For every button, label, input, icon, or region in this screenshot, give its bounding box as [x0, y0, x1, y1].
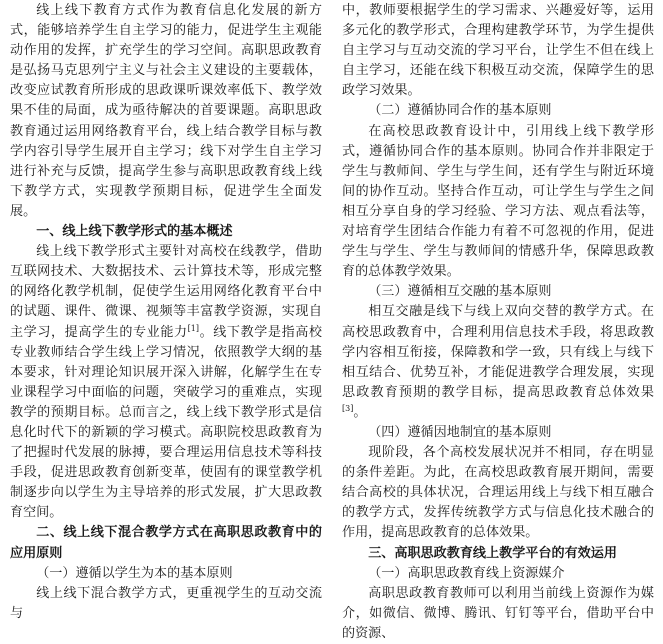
section-1-text-a: 线上线下教学形式主要针对高校在线教学，借助互联网技术、大数据技术、云计算技术等，形成完整的网络化教学机制，促使学生运用网络化教育平台中的试题、课件、微课、视频等丰富教学资源，实现自主学习，提高学生的专业能力	[10, 244, 322, 340]
section-2-1-subheading: （一）遵循以学生为本的基本原则	[36, 565, 233, 581]
section-2-3-text-a: 相互交融是线下与线上双向交替的教学方式。在高校思政教育中，合理利用信息技术手段，将思政教学内容相互衔接，保障教和学一致，只有线上与线下相互结合、优势互补，才能促进教学合理发展，实现思政教育预期的教学目标，提高思政教育总体效果	[342, 304, 654, 400]
citation-3: [3]	[342, 403, 354, 413]
section-2-4-paragraph: 现阶段，各个高校发展状况并不相同，存在明显的条件差距。为此，在高校思政教育展开期间，需要结合高校的具体状况，合理运用线上与线下相互融合的教学方式，发挥传统教学方式与信息化技术融合的作用，提高思政教育的总体效果。	[342, 445, 654, 541]
section-2-4-subheading: （四）遵循因地制宜的基本原则	[368, 424, 552, 440]
section-2-3-subheading: （三）遵循相互交融的基本原则	[368, 284, 552, 300]
right-column	[342, 1, 654, 644]
section-2-1-paragraph: 线上线下混合教学方式，更重视学生的互动交流与	[10, 585, 322, 621]
intro-paragraph: 线上线下教育方式作为教育信息化发展的新方式，能够培养学生自主学习的能力，促进学生主观能动作用的发挥，扩充学生的学习空间。高职思政教育是弘扬马克思列宁主义与社会主义建设的主要载体，改变应试教育所形成的思政课听课效率低下、教学效果不佳的局面，成为亟待解决的首要课题。高职思政教育通过运用网络教育平台，线上结合教学目标与教学内容引导学生展开自主学习；线下对学生自主学习进行补充与反馈，提高学生参与高职思政教育线上线下教学方式，实现教学预期目标，促进学生全面发展。	[10, 3, 322, 219]
left-column	[10, 1, 322, 624]
section-2-3-text-b: 。	[353, 404, 367, 420]
section-2-2-paragraph: 在高校思政教育设计中，引用线上线下教学形式，遵循协同合作的基本原则。协同合作并非限定于学生与教师间、学生与学生间，还有学生与附近环境间的协作互动。坚持合作互动，可让学生与学生之间相互分享自身的学习经验、学习方法、观点看法等，对培育学生团结合作能力有着不可忽视的作用，促进学生与学生、学生与教师间的情感升华，保障思政教育的总体教学效果。	[342, 123, 654, 280]
section-1-text-b: 。线下教学是指高校专业教师结合学生线上学习情况，依照教学大纲的基本要求，针对理论知识展开深入讲解，化解学生在专业课程学习中面临的问题，突破学习的重难点，实现教学的预期目标。总而言之，线上线下教学形式是信息化时代下的新颖的学习模式。高职院校思政教育为了把握时代发展的脉搏，要合理运用信息技术等科技手段，促进思政教育创新变革，使固有的课堂教学机制逐步向以学生为主导培养的形式发展，扩大思政教育空间。	[10, 324, 323, 521]
section-3-heading: 三、高职思政教育线上教学平台的有效运用	[368, 545, 617, 561]
section-2-3-paragraph	[342, 302, 654, 423]
citation-1: [1]	[187, 323, 200, 333]
section-1-heading: 一、线上线下教学形式的基本概述	[36, 224, 233, 240]
section-3-1-paragraph: 高职思政教育教师可以利用当前线上资源作为媒介，如微信、微博、腾讯、钉钉等平台，借助平台中的资源、	[342, 585, 654, 641]
section-3-1-subheading: （一）高职思政教育线上资源媒介	[368, 565, 565, 581]
section-2-1-paragraph-continued: 中，教师要根据学生的学习需求、兴趣爱好等，运用多元化的教学形式，合理构建教学环节，为学生提供自主学习与互动交流的学习平台，让学生不但在线上自主学习，还能在线下积极互动交流，保障学生的思政学习效果。	[342, 3, 654, 99]
section-1-paragraph	[10, 242, 322, 523]
section-2-heading: 二、线上线下混合教学方式在高职思政教育中的应用原则	[10, 525, 322, 561]
section-2-2-subheading: （二）遵循协同合作的基本原则	[368, 103, 552, 119]
